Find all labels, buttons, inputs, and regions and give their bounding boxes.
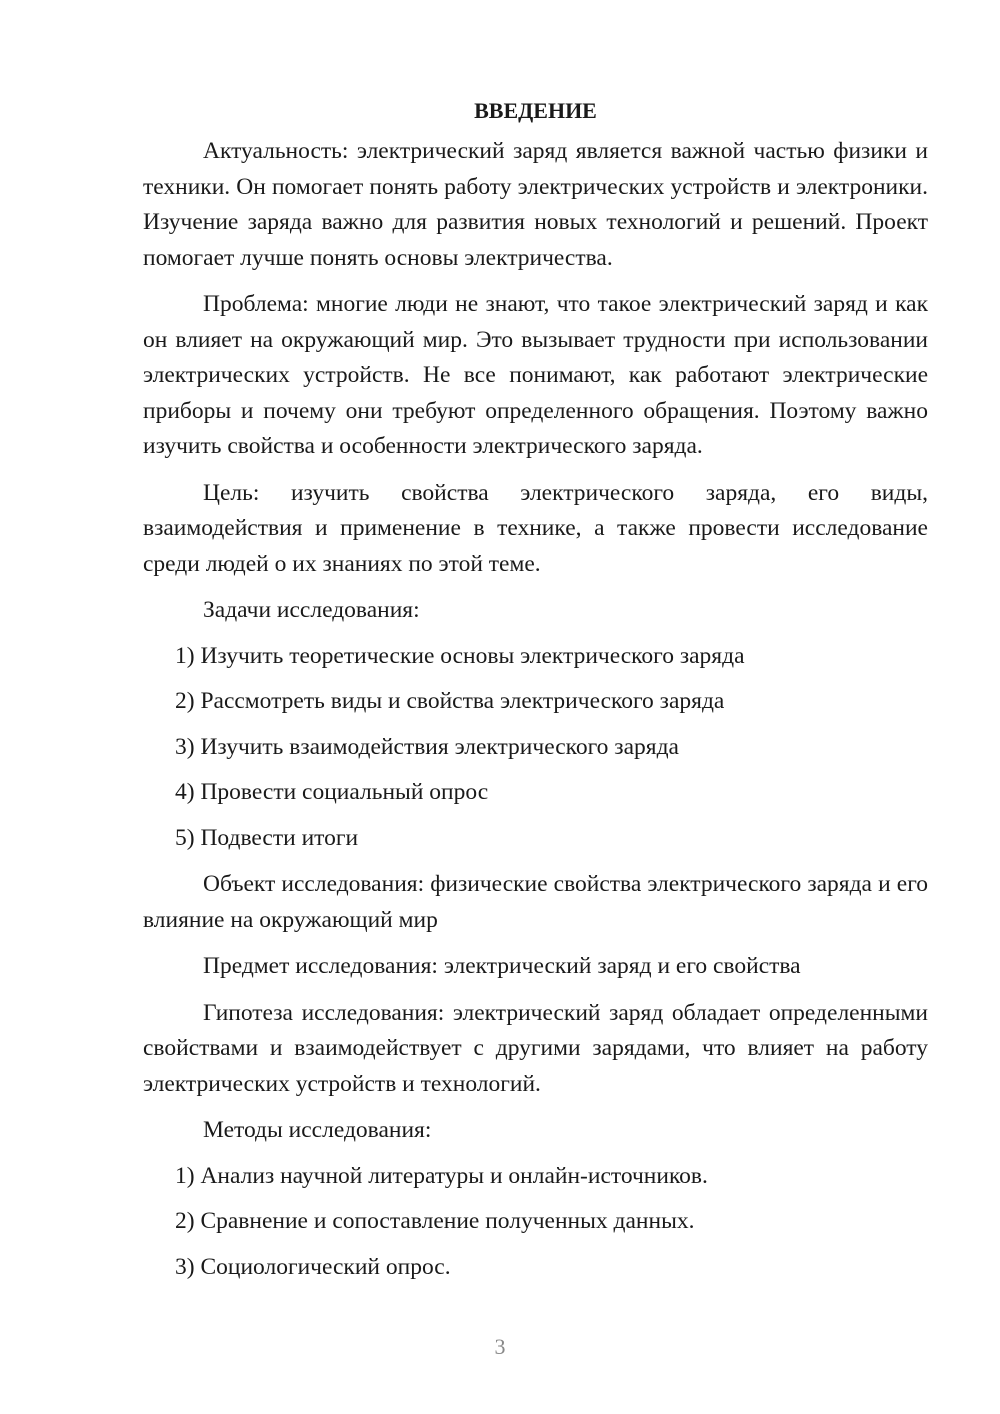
paragraph-hypothesis: Гипотеза исследования: электрический заряд обладает определенными свойствами и взаимодействует с другими зарядами, что влияет на работу электрических устройств и технологий.: [143, 999, 928, 1097]
tasks-list: [143, 639, 928, 857]
methods-list: [143, 1159, 928, 1286]
page-number: 3: [494, 1334, 506, 1359]
paragraph-relevance: Актуальность: электрический заряд является важной частью физики и техники. Он помогает понять работу электрических устройств и электроники. Изучение заряда важно для развития новых технологий и решений. Проект помогает лучше понять основы электричества.: [143, 138, 928, 271]
list-item: 1) Изучить теоретические основы электрического заряда: [175, 642, 745, 669]
paragraph-goal: Цель: изучить свойства электрического заряда, его виды, взаимодействия и применение в технике, а также провести исследование среди людей о их знаниях по этой теме.: [143, 479, 928, 577]
paragraph-object: Объект исследования: физические свойства электрического заряда и его влияние на окружающий мир: [143, 871, 928, 933]
page-content: [143, 96, 928, 1285]
section-heading: ВВЕДЕНИЕ: [474, 98, 597, 123]
list-item: 3) Социологический опрос.: [175, 1253, 451, 1280]
list-item: 4) Провести социальный опрос: [175, 779, 489, 805]
list-item: 2) Рассмотреть виды и свойства электрического заряда: [175, 688, 725, 714]
list-item: 2) Сравнение и сопоставление полученных данных.: [175, 1208, 695, 1234]
list-item: 3) Изучить взаимодействия электрического заряда: [175, 733, 679, 760]
tasks-label: Задачи исследования:: [203, 597, 420, 623]
paragraph-problem: Проблема: многие люди не знают, что такое электрический заряд и как он влияет на окружающий мир. Это вызывает трудности при использовании электрических устройств. Не все понимают, как работают электрические приборы и почему они требуют определенного обращения. Поэтому важно изучить свойства и особенности электрического заряда.: [143, 291, 928, 459]
list-item: 1) Анализ научной литературы и онлайн-источников.: [175, 1162, 708, 1189]
paragraph-subject: Предмет исследования: электрический заряд и его свойства: [203, 953, 801, 979]
methods-label: Методы исследования:: [203, 1117, 432, 1143]
list-item: 5) Подвести итоги: [175, 824, 359, 851]
